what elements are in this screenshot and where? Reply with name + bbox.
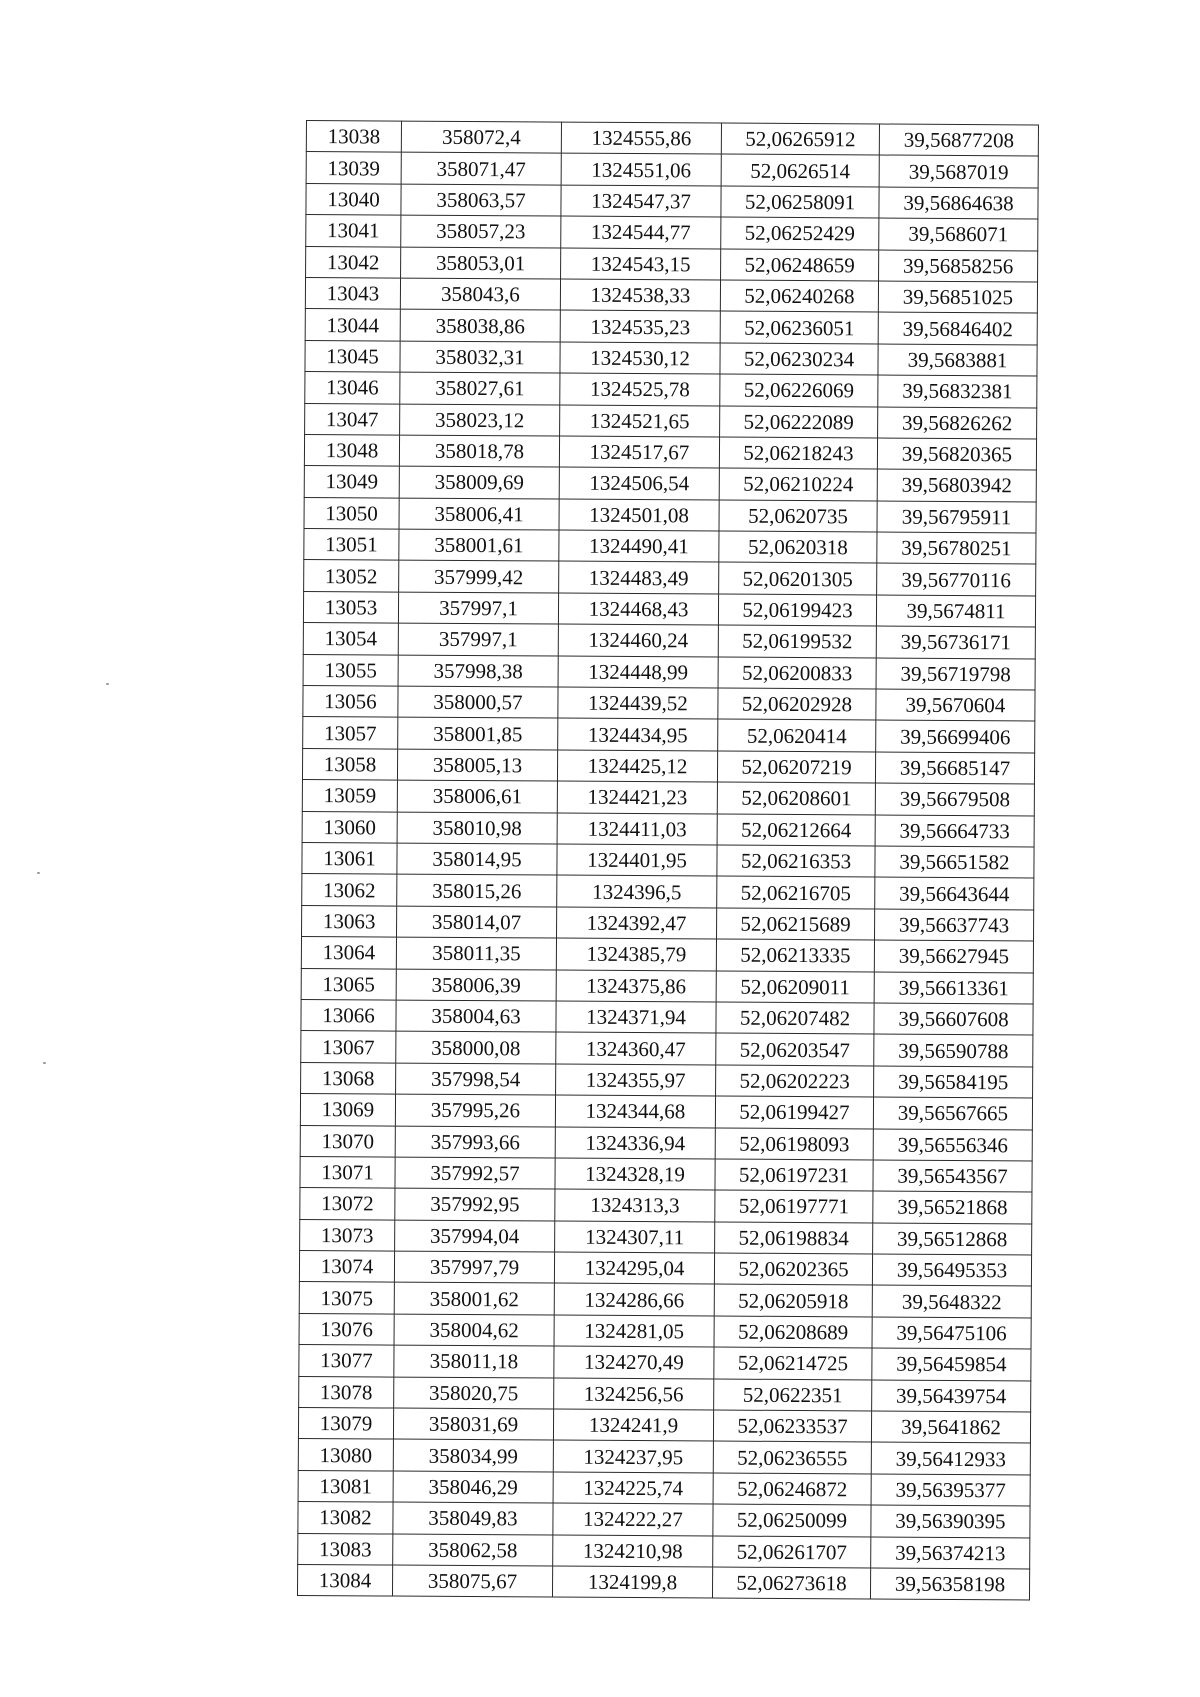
x-coordinate-cell: 358000,08 [396,1031,556,1063]
table-row [302,811,1034,847]
latitude-cell: 52,06197771 [715,1190,873,1222]
y-coordinate-cell: 1324425,12 [557,750,717,782]
latitude-cell: 52,06205918 [714,1284,872,1316]
point-number-cell: 13054 [303,623,398,655]
longitude-cell: 39,56864638 [879,187,1038,219]
y-coordinate-cell: 1324483,49 [559,562,719,594]
longitude-cell: 39,5641862 [871,1411,1030,1443]
table-row [303,591,1035,627]
point-number-cell: 13051 [304,529,399,561]
x-coordinate-cell: 358075,67 [392,1565,552,1597]
y-coordinate-cell: 1324506,54 [559,467,719,499]
x-coordinate-cell: 358001,61 [399,529,559,561]
y-coordinate-cell: 1324490,41 [559,530,719,562]
latitude-cell: 52,06240268 [720,280,878,312]
latitude-cell: 52,06200833 [718,657,876,689]
longitude-cell: 39,56685147 [875,752,1034,784]
point-number-cell: 13043 [305,277,400,309]
point-number-cell: 13058 [302,748,397,780]
longitude-cell: 39,56475106 [872,1317,1031,1349]
longitude-cell: 39,56543567 [873,1160,1032,1192]
x-coordinate-cell: 358023,12 [400,404,560,436]
table-row [306,183,1038,219]
latitude-cell: 52,06226069 [720,374,878,406]
longitude-cell: 39,56826262 [878,407,1037,439]
latitude-cell: 52,06201305 [719,562,877,594]
latitude-cell: 52,06258091 [721,186,879,218]
x-coordinate-cell: 358057,23 [401,215,561,247]
y-coordinate-cell: 1324525,78 [560,373,720,405]
point-number-cell: 13047 [305,403,400,435]
latitude-cell: 52,06273618 [712,1567,870,1599]
coordinates-table-body [297,121,1038,1601]
table-row [302,780,1034,816]
y-coordinate-cell: 1324336,94 [555,1127,715,1159]
y-coordinate-cell: 1324241,9 [553,1409,713,1441]
point-number-cell: 13040 [306,183,401,215]
y-coordinate-cell: 1324544,77 [561,216,721,248]
latitude-cell: 52,06261707 [713,1536,871,1568]
longitude-cell: 39,5686071 [879,218,1038,250]
point-number-cell: 13038 [306,121,401,153]
longitude-cell: 39,56374213 [871,1537,1030,1569]
point-number-cell: 13066 [301,999,396,1031]
table-row [304,529,1036,565]
table-row [302,905,1034,941]
table-row [299,1345,1031,1381]
point-number-cell: 13039 [306,152,401,184]
latitude-cell: 52,06212664 [717,814,875,846]
x-coordinate-cell: 357998,54 [396,1063,556,1095]
y-coordinate-cell: 1324547,37 [561,185,721,217]
point-number-cell: 13083 [298,1533,393,1565]
y-coordinate-cell: 1324256,56 [554,1378,714,1410]
table-row [301,999,1033,1035]
table-row [306,121,1038,157]
latitude-cell: 52,06213335 [716,939,874,971]
longitude-cell: 39,56627945 [874,940,1033,972]
point-number-cell: 13079 [298,1407,393,1439]
longitude-cell: 39,56567665 [873,1097,1032,1129]
y-coordinate-cell: 1324401,95 [557,844,717,876]
latitude-cell: 52,06203547 [716,1033,874,1065]
y-coordinate-cell: 1324396,5 [557,875,717,907]
point-number-cell: 13069 [300,1094,395,1126]
latitude-cell: 52,06233537 [713,1410,871,1442]
x-coordinate-cell: 358005,13 [397,749,557,781]
longitude-cell: 39,5683881 [878,344,1037,376]
table-row [301,937,1033,973]
longitude-cell: 39,56858256 [879,250,1038,282]
table-row [301,1031,1033,1067]
x-coordinate-cell: 357995,26 [395,1094,555,1126]
table-row [299,1376,1031,1412]
point-number-cell: 13077 [299,1345,394,1377]
x-coordinate-cell: 358011,35 [396,937,556,969]
x-coordinate-cell: 358015,26 [397,874,557,906]
point-number-cell: 13052 [304,560,399,592]
y-coordinate-cell: 1324385,79 [556,938,716,970]
point-number-cell: 13041 [306,215,401,247]
y-coordinate-cell: 1324270,49 [554,1346,714,1378]
y-coordinate-cell: 1324543,15 [561,248,721,280]
x-coordinate-cell: 358006,41 [399,498,559,530]
latitude-cell: 52,06209011 [716,971,874,1003]
x-coordinate-cell: 358071,47 [401,152,561,184]
latitude-cell: 52,06214725 [714,1347,872,1379]
longitude-cell: 39,56770116 [877,563,1036,595]
x-coordinate-cell: 358038,86 [400,309,560,341]
table-row [305,403,1037,439]
table-row [300,1156,1032,1192]
y-coordinate-cell: 1324225,74 [553,1472,713,1504]
point-number-cell: 13061 [302,842,397,874]
latitude-cell: 52,06198093 [715,1128,873,1160]
latitude-cell: 52,06207482 [716,1002,874,1034]
y-coordinate-cell: 1324313,3 [555,1189,715,1221]
y-coordinate-cell: 1324344,68 [555,1095,715,1127]
y-coordinate-cell: 1324328,19 [555,1158,715,1190]
latitude-cell: 52,06199423 [718,594,876,626]
table-row [298,1470,1030,1506]
x-coordinate-cell: 358014,07 [397,906,557,938]
latitude-cell: 52,06208689 [714,1316,872,1348]
longitude-cell: 39,56795911 [877,501,1036,533]
point-number-cell: 13065 [301,968,396,1000]
x-coordinate-cell: 358049,83 [393,1502,553,1534]
longitude-cell: 39,56699406 [876,720,1035,752]
latitude-cell: 52,06216353 [717,845,875,877]
table-row [300,1125,1032,1161]
y-coordinate-cell: 1324421,23 [557,781,717,813]
y-coordinate-cell: 1324551,06 [561,153,721,185]
latitude-cell: 52,06202365 [714,1253,872,1285]
coordinates-table [297,120,1039,1601]
longitude-cell: 39,56512868 [873,1223,1032,1255]
longitude-cell: 39,56877208 [879,124,1038,156]
longitude-cell: 39,56459854 [872,1348,1031,1380]
table-row [298,1533,1030,1569]
longitude-cell: 39,56803942 [877,469,1036,501]
table-row [301,968,1033,1004]
longitude-cell: 39,56719798 [876,658,1035,690]
table-row [305,340,1037,376]
table-row [303,623,1035,659]
latitude-cell: 52,06246872 [713,1473,871,1505]
x-coordinate-cell: 358020,75 [394,1377,554,1409]
latitude-cell: 52,06207219 [717,751,875,783]
point-number-cell: 13059 [302,780,397,812]
latitude-cell: 52,06236555 [713,1441,871,1473]
x-coordinate-cell: 357997,1 [398,592,558,624]
y-coordinate-cell: 1324286,66 [554,1283,714,1315]
longitude-cell: 39,56495353 [872,1254,1031,1286]
table-row [299,1313,1031,1349]
table-row [304,466,1036,502]
x-coordinate-cell: 357992,95 [395,1188,555,1220]
table-row [300,1219,1032,1255]
longitude-cell: 39,56412933 [871,1442,1030,1474]
table-row [299,1282,1031,1318]
point-number-cell: 13070 [300,1125,395,1157]
y-coordinate-cell: 1324517,67 [559,436,719,468]
scan-speck [106,683,109,685]
table-row [300,1094,1032,1130]
table-row [298,1439,1030,1475]
y-coordinate-cell: 1324448,99 [558,656,718,688]
y-coordinate-cell: 1324392,47 [557,907,717,939]
x-coordinate-cell: 358046,29 [393,1471,553,1503]
x-coordinate-cell: 357992,57 [395,1157,555,1189]
point-number-cell: 13075 [299,1282,394,1314]
y-coordinate-cell: 1324434,95 [558,718,718,750]
y-coordinate-cell: 1324530,12 [560,342,720,374]
x-coordinate-cell: 358000,57 [398,686,558,718]
x-coordinate-cell: 358001,62 [394,1283,554,1315]
point-number-cell: 13060 [302,811,397,843]
table-row [303,654,1035,690]
longitude-cell: 39,56637743 [875,909,1034,941]
x-coordinate-cell: 358004,63 [396,1000,556,1032]
y-coordinate-cell: 1324281,05 [554,1315,714,1347]
x-coordinate-cell: 357997,1 [398,623,558,655]
point-number-cell: 13076 [299,1313,394,1345]
x-coordinate-cell: 358027,61 [400,372,560,404]
table-row [306,246,1038,282]
longitude-cell: 39,56643644 [875,877,1034,909]
point-number-cell: 13073 [300,1219,395,1251]
table-row [303,717,1035,753]
point-number-cell: 13064 [301,937,396,969]
x-coordinate-cell: 358004,62 [394,1314,554,1346]
latitude-cell: 52,06216705 [717,876,875,908]
longitude-cell: 39,56736171 [876,626,1035,658]
point-number-cell: 13045 [305,340,400,372]
longitude-cell: 39,56358198 [870,1568,1029,1600]
scan-speck [43,1062,46,1064]
x-coordinate-cell: 357993,66 [395,1126,555,1158]
y-coordinate-cell: 1324439,52 [558,687,718,719]
longitude-cell: 39,56521868 [873,1191,1032,1223]
latitude-cell: 52,06218243 [719,437,877,469]
table-row [302,842,1034,878]
latitude-cell: 52,06230234 [720,343,878,375]
point-number-cell: 13062 [302,874,397,906]
x-coordinate-cell: 357998,38 [398,655,558,687]
longitude-cell: 39,56651582 [875,846,1034,878]
y-coordinate-cell: 1324501,08 [559,499,719,531]
x-coordinate-cell: 358011,18 [394,1345,554,1377]
point-number-cell: 13055 [303,654,398,686]
table-row [302,748,1034,784]
x-coordinate-cell: 358062,58 [393,1534,553,1566]
latitude-cell: 52,06197231 [715,1159,873,1191]
table-row [304,497,1036,533]
latitude-cell: 52,0626514 [721,154,879,186]
latitude-cell: 52,06215689 [717,908,875,940]
y-coordinate-cell: 1324555,86 [561,122,721,154]
longitude-cell: 39,5687019 [879,155,1038,187]
longitude-cell: 39,56613361 [874,972,1033,1004]
point-number-cell: 13080 [298,1439,393,1471]
y-coordinate-cell: 1324355,97 [556,1064,716,1096]
latitude-cell: 52,06199532 [718,625,876,657]
longitude-cell: 39,56820365 [877,438,1036,470]
x-coordinate-cell: 358053,01 [401,247,561,279]
y-coordinate-cell: 1324521,65 [560,405,720,437]
latitude-cell: 52,06208601 [717,782,875,814]
x-coordinate-cell: 357994,04 [395,1220,555,1252]
x-coordinate-cell: 358032,31 [400,341,560,373]
point-number-cell: 13056 [303,686,398,718]
latitude-cell: 52,06265912 [721,123,879,155]
table-row [298,1502,1030,1538]
y-coordinate-cell: 1324375,86 [556,970,716,1002]
table-row [304,434,1036,470]
point-number-cell: 13050 [304,497,399,529]
point-number-cell: 13042 [306,246,401,278]
x-coordinate-cell: 358063,57 [401,184,561,216]
latitude-cell: 52,0620414 [718,719,876,751]
y-coordinate-cell: 1324295,04 [554,1252,714,1284]
latitude-cell: 52,06222089 [720,406,878,438]
table-row [305,277,1037,313]
x-coordinate-cell: 358034,99 [393,1439,553,1471]
longitude-cell: 39,56851025 [878,281,1037,313]
table-row [305,372,1037,408]
latitude-cell: 52,06248659 [721,249,879,281]
latitude-cell: 52,06236051 [720,311,878,343]
table-row [300,1188,1032,1224]
table-row [298,1407,1030,1443]
longitude-cell: 39,56390395 [871,1505,1030,1537]
point-number-cell: 13071 [300,1156,395,1188]
point-number-cell: 13063 [302,905,397,937]
longitude-cell: 39,5648322 [872,1285,1031,1317]
y-coordinate-cell: 1324468,43 [558,593,718,625]
latitude-cell: 52,06210224 [719,468,877,500]
longitude-cell: 39,5674811 [876,595,1035,627]
table-row [306,215,1038,251]
longitude-cell: 39,56679508 [875,783,1034,815]
point-number-cell: 13057 [303,717,398,749]
x-coordinate-cell: 358018,78 [399,435,559,467]
longitude-cell: 39,56439754 [872,1380,1031,1412]
latitude-cell: 52,06202928 [718,688,876,720]
y-coordinate-cell: 1324360,47 [556,1032,716,1064]
latitude-cell: 52,06252429 [721,217,879,249]
longitude-cell: 39,56590788 [874,1034,1033,1066]
table-row [297,1564,1029,1600]
table-row [302,874,1034,910]
x-coordinate-cell: 357997,79 [394,1251,554,1283]
x-coordinate-cell: 358031,69 [393,1408,553,1440]
x-coordinate-cell: 358010,98 [397,812,557,844]
table-row [301,1062,1033,1098]
table-row [299,1251,1031,1287]
x-coordinate-cell: 358072,4 [401,121,561,153]
scan-speck [37,872,40,874]
point-number-cell: 13048 [304,434,399,466]
latitude-cell: 52,06250099 [713,1504,871,1536]
longitude-cell: 39,56584195 [874,1066,1033,1098]
point-number-cell: 13067 [301,1031,396,1063]
table-row [304,560,1036,596]
longitude-cell: 39,56664733 [875,815,1034,847]
point-number-cell: 13084 [297,1564,392,1596]
point-number-cell: 13053 [303,591,398,623]
table-row [303,686,1035,722]
latitude-cell: 52,0620735 [719,500,877,532]
latitude-cell: 52,06199427 [715,1096,873,1128]
longitude-cell: 39,56556346 [873,1128,1032,1160]
point-number-cell: 13068 [301,1062,396,1094]
y-coordinate-cell: 1324411,03 [557,813,717,845]
latitude-cell: 52,0620318 [719,531,877,563]
latitude-cell: 52,06198834 [715,1222,873,1254]
point-number-cell: 13081 [298,1470,393,1502]
x-coordinate-cell: 358014,95 [397,843,557,875]
latitude-cell: 52,06202223 [716,1065,874,1097]
x-coordinate-cell: 357999,42 [399,561,559,593]
longitude-cell: 39,56607608 [874,1003,1033,1035]
longitude-cell: 39,56395377 [871,1474,1030,1506]
point-number-cell: 13044 [305,309,400,341]
x-coordinate-cell: 358043,6 [400,278,560,310]
point-number-cell: 13074 [299,1251,394,1283]
x-coordinate-cell: 358001,85 [398,717,558,749]
y-coordinate-cell: 1324210,98 [553,1535,713,1567]
longitude-cell: 39,56846402 [878,312,1037,344]
y-coordinate-cell: 1324460,24 [558,624,718,656]
point-number-cell: 13078 [299,1376,394,1408]
y-coordinate-cell: 1324535,23 [560,310,720,342]
point-number-cell: 13082 [298,1502,393,1534]
y-coordinate-cell: 1324307,11 [555,1221,715,1253]
longitude-cell: 39,56780251 [877,532,1036,564]
y-coordinate-cell: 1324538,33 [560,279,720,311]
table-row [306,152,1038,188]
y-coordinate-cell: 1324237,95 [553,1440,713,1472]
y-coordinate-cell: 1324371,94 [556,1001,716,1033]
point-number-cell: 13046 [305,372,400,404]
point-number-cell: 13072 [300,1188,395,1220]
table-row [305,309,1037,345]
x-coordinate-cell: 358009,69 [399,466,559,498]
y-coordinate-cell: 1324222,27 [553,1503,713,1535]
x-coordinate-cell: 358006,39 [396,969,556,1001]
x-coordinate-cell: 358006,61 [397,780,557,812]
longitude-cell: 39,5670604 [876,689,1035,721]
point-number-cell: 13049 [304,466,399,498]
y-coordinate-cell: 1324199,8 [552,1566,712,1598]
longitude-cell: 39,56832381 [878,375,1037,407]
latitude-cell: 52,0622351 [714,1379,872,1411]
